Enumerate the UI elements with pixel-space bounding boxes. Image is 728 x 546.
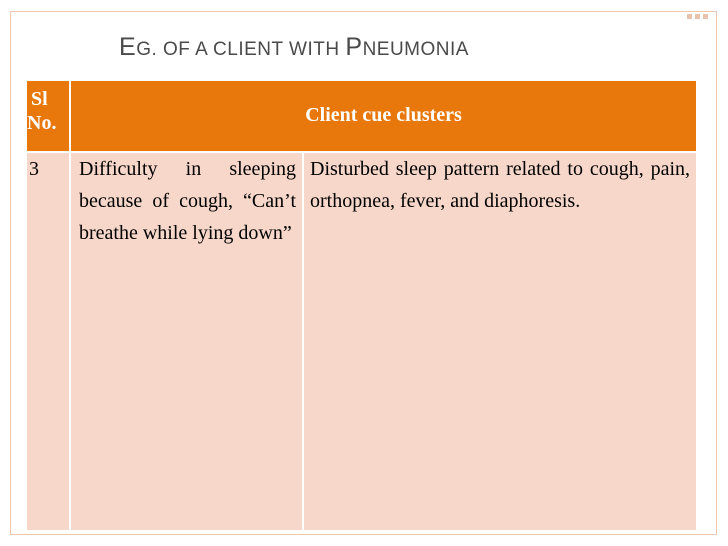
cell-cue-cluster: Disturbed sleep pattern related to cough, pain, orthopnea, fever, and diaphoresis. <box>303 152 697 531</box>
header-client-cue-clusters: Client cue clusters <box>70 80 697 152</box>
header-no-label: No. <box>27 112 57 134</box>
dot-icon <box>703 14 708 19</box>
header-sl-no <box>26 80 70 152</box>
title-part: P <box>345 33 363 61</box>
table-header-row <box>26 80 697 152</box>
slide-title <box>119 33 469 62</box>
header-sl-label: Sl <box>31 88 48 110</box>
cue-cluster-table <box>25 79 698 532</box>
cell-sl-no: 3 <box>26 152 70 531</box>
title-part: G. OF A CLIENT WITH <box>136 39 346 60</box>
dot-icon <box>687 14 692 19</box>
title-part: E <box>119 33 137 61</box>
cell-client-cues: Difficulty in sleeping because of cough, “Can’t breathe while lying down” <box>70 152 303 531</box>
dot-icon <box>695 14 700 19</box>
table-row <box>26 152 697 531</box>
title-part: NEUMONIA <box>362 39 469 60</box>
decorative-dots <box>687 14 708 19</box>
